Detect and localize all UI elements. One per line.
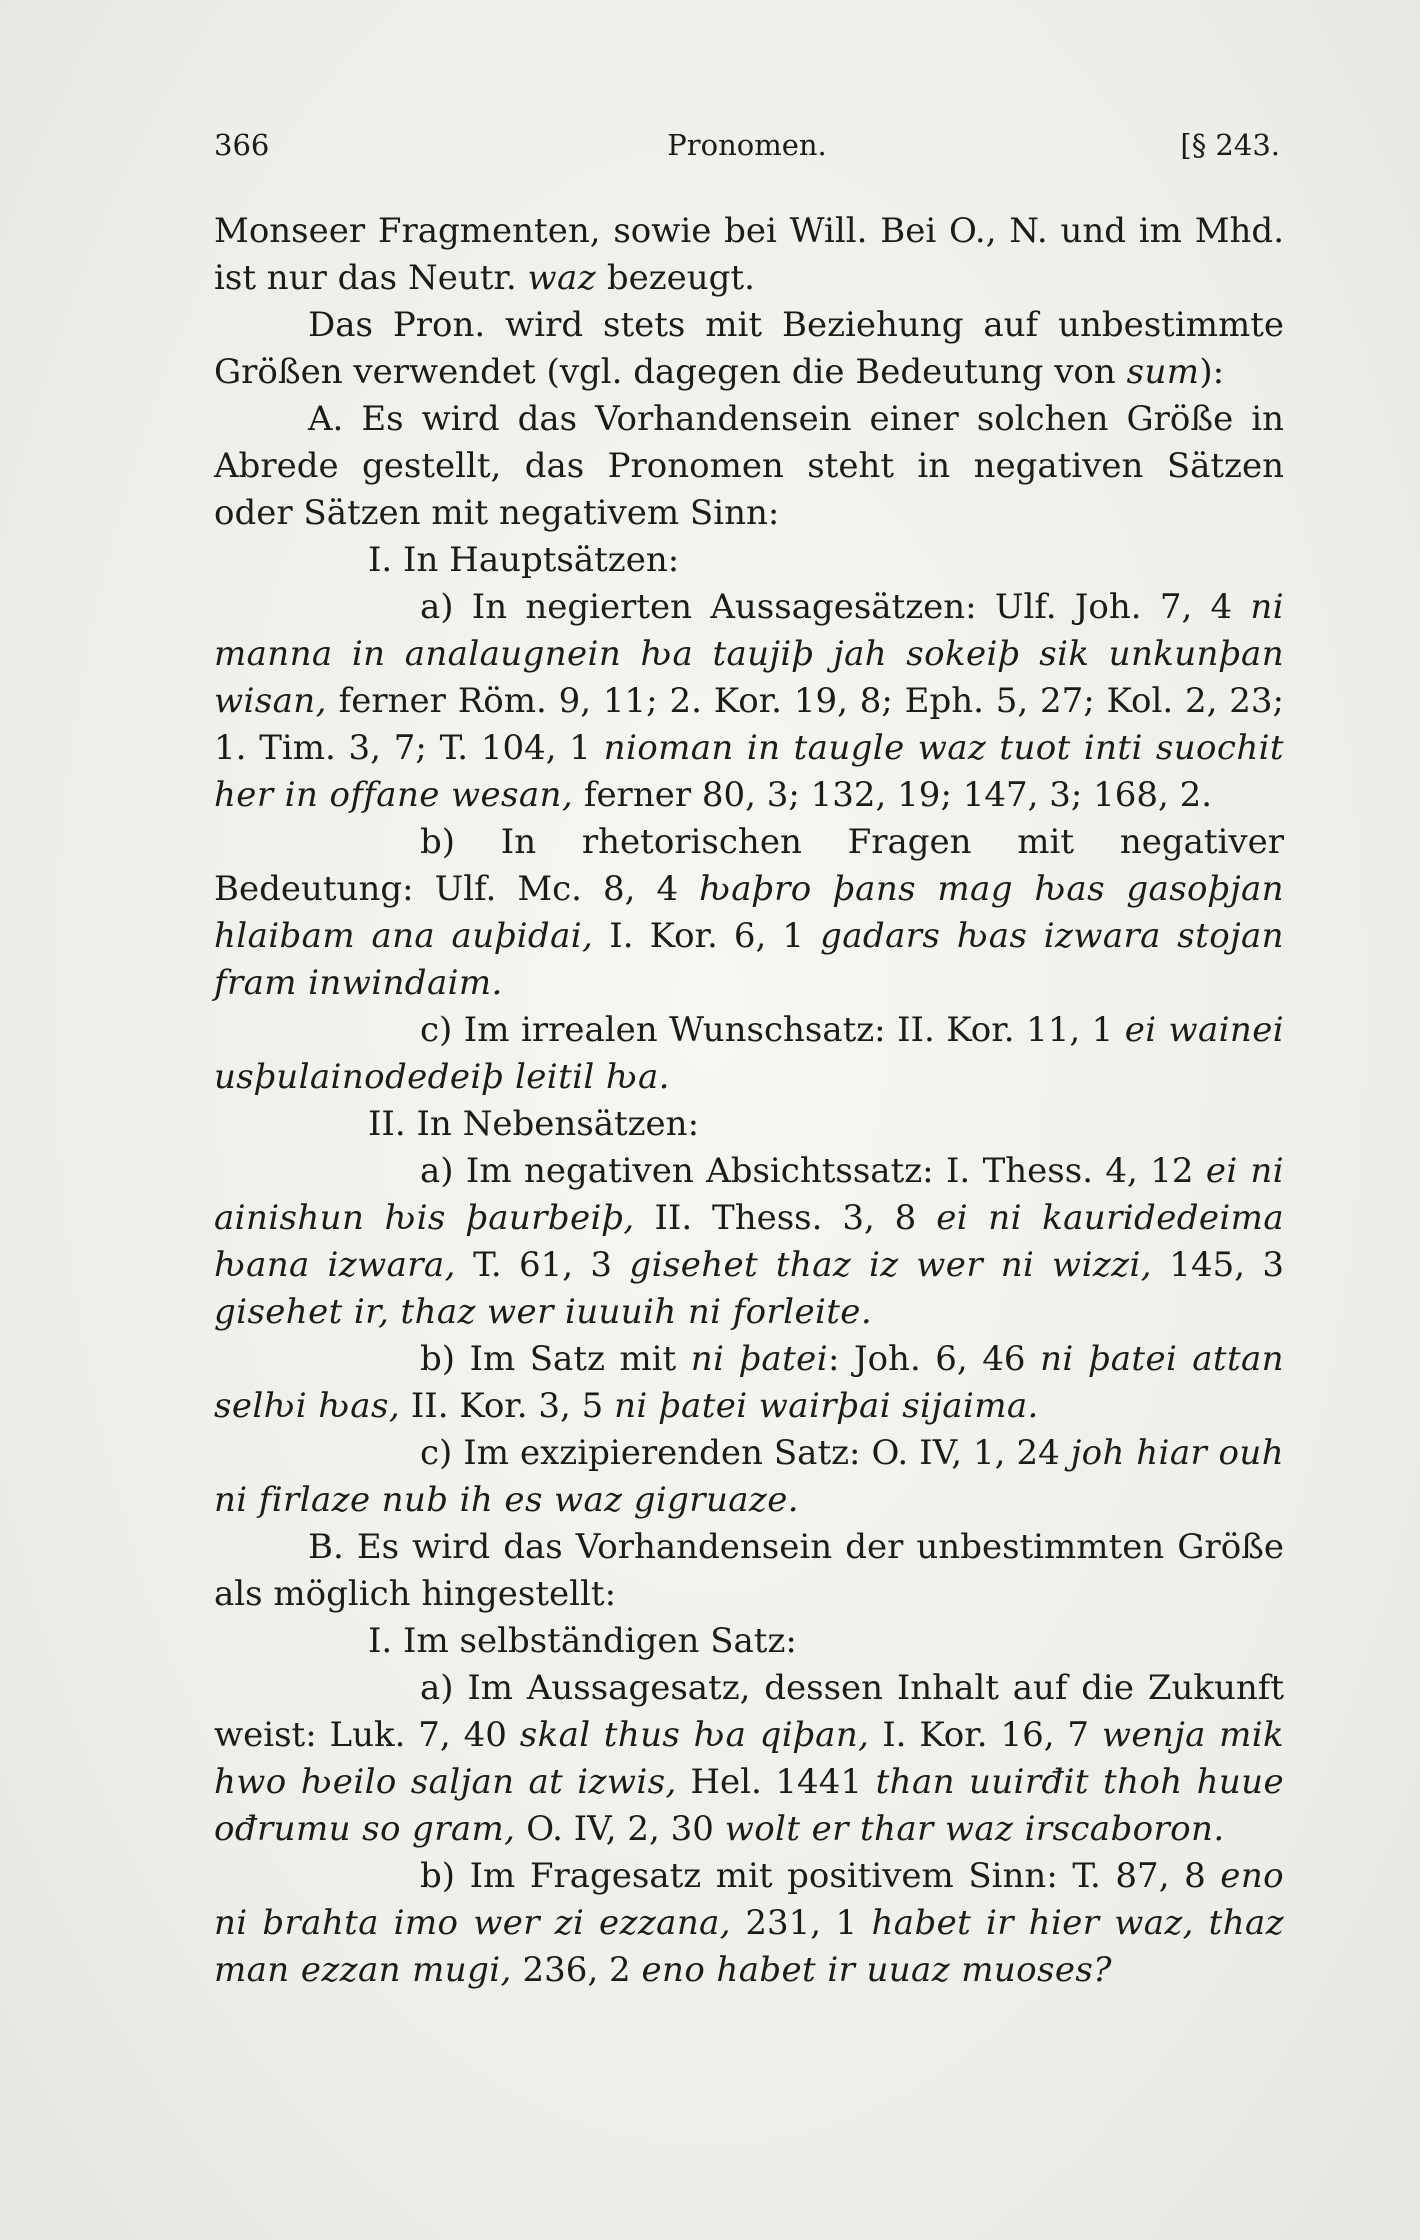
paragraph <box>214 396 1284 537</box>
text-segment: II. Thess. 3, 8 <box>634 1198 937 1238</box>
text-segment: c) Im exzipierenden Satz: O. IV, 1, 24 <box>420 1433 1071 1473</box>
quoted-text: ni manna in analaugnein ƕa taujiþ jah sokeiþ sik unkunþan wisan, <box>214 587 1284 721</box>
text-segment: c) Im irrealen Wunschsatz: II. Kor. 11, 1 <box>420 1010 1125 1050</box>
paragraph <box>214 1665 1284 1853</box>
quoted-text: wolt er thar waz irscaboron. <box>724 1809 1225 1849</box>
quoted-text: ƕaþro þans mag ƕas gasoþjan hlaibam ana auþidai, <box>214 869 1284 956</box>
text-segment: I. Im selbständigen Satz: <box>368 1621 797 1661</box>
body-text <box>214 208 1284 1994</box>
quoted-text: sum <box>1126 352 1200 392</box>
paragraph <box>214 819 1284 1007</box>
quoted-text: than uuirđit thoh huue ođrumu so gram, <box>214 1762 1284 1849</box>
text-segment: ferner 80, 3; 132, 19; 147, 3; 168, 2. <box>573 775 1213 815</box>
paragraph <box>214 1148 1284 1336</box>
paragraph <box>214 537 1284 584</box>
quoted-text: wenja mik hwo ƕeilo saljan at izwis, <box>214 1715 1285 1802</box>
text-segment: T. 61, 3 <box>455 1245 630 1285</box>
text-segment: I. Kor. 16, 7 <box>869 1715 1102 1755</box>
text-segment: ferner Röm. 9, 11; 2. Kor. 19, 8; Eph. 5, 27; Kol. 2, 23; 1. Tim. 3, 7; T. 104, 1 <box>214 681 1284 768</box>
text-segment: b) Im Fragesatz mit positivem Sinn: T. 87, 8 <box>420 1856 1221 1896</box>
text-segment: 145, 3 <box>1151 1245 1285 1285</box>
quoted-text: gisehet ir, thaz wer iuuuih ni forleite. <box>214 1292 873 1332</box>
quoted-text: eno ni brahta imo wer zi ezzana, <box>214 1856 1284 1943</box>
paragraph <box>214 208 1284 302</box>
text-segment: I. In Hauptsätzen: <box>368 540 680 580</box>
paragraph <box>214 1430 1284 1524</box>
text-segment: II. Kor. 3, 5 <box>400 1386 615 1426</box>
text-segment: Hel. 1441 <box>676 1762 876 1802</box>
quoted-text: eno habet ir uuaz muoses? <box>641 1950 1112 1990</box>
quoted-text: gadars ƕas izwara stojan fram inwindaim. <box>214 916 1284 1003</box>
text-segment: a) In negierten Aussagesätzen: Ulf. Joh. 7, 4 <box>420 587 1251 627</box>
quoted-text: habet ir hier waz, thaz man ezzan mugi, <box>214 1903 1285 1990</box>
quoted-text: gisehet thaz iz wer ni wizzi, <box>629 1245 1152 1285</box>
quoted-text: ni þatei wairþai sijaima. <box>614 1386 1039 1426</box>
quoted-text: ni þatei <box>690 1339 828 1379</box>
text-segment: B. Es wird das Vorhandensein der unbestimmten Größe als möglich hingestellt: <box>214 1527 1284 1614</box>
text-segment: O. IV, 2, 30 <box>515 1809 725 1849</box>
quoted-text: skal thus ƕa qiþan, <box>519 1715 870 1755</box>
text-segment: Monseer Fragmenten, sowie bei Will. Bei O., N. und im Mhd. ist nur das Neutr. <box>214 211 1284 298</box>
quoted-text: ei wainei usþulainodedeiþ leitil ƕa. <box>214 1010 1284 1097</box>
paragraph <box>214 302 1284 396</box>
text-segment: II. In Nebensätzen: <box>368 1104 700 1144</box>
text-segment: ): <box>1199 352 1225 392</box>
text-segment: 236, 2 <box>511 1950 642 1990</box>
quoted-text: ei ni kauridedeima ƕana izwara, <box>214 1198 1284 1285</box>
text-segment: : Joh. 6, 46 <box>827 1339 1041 1379</box>
quoted-text: joh hiar ouh ni firlaze nub ih es waz gigruaze. <box>214 1433 1285 1520</box>
running-header <box>214 128 1280 168</box>
text-segment: b) In rhetorischen Fragen mit negativer Bedeutung: Ulf. Mc. 8, 4 <box>214 822 1284 909</box>
text-segment: Das Pron. wird stets mit Beziehung auf unbestimmte Größen verwendet (vgl. dagegen die Bedeutung von <box>214 305 1284 392</box>
paragraph <box>214 584 1284 819</box>
text-segment: a) Im Aussagesatz, dessen Inhalt auf die Zukunft weist: Luk. 7, 40 <box>214 1668 1284 1755</box>
text-segment: 231, 1 <box>731 1903 872 1943</box>
text-segment: bezeugt. <box>596 258 755 298</box>
page-number: 366 <box>214 128 270 162</box>
quoted-text: ni þatei attan selƕi ƕas, <box>214 1339 1284 1426</box>
paragraph <box>214 1853 1284 1994</box>
quoted-text: waz <box>527 258 597 298</box>
paragraph <box>214 1618 1284 1665</box>
running-title: Pronomen. <box>667 128 827 162</box>
paragraph <box>214 1007 1284 1101</box>
quoted-text: nioman in taugle waz tuot inti suochit her in offane wesan, <box>214 728 1284 815</box>
paragraph <box>214 1101 1284 1148</box>
paragraph <box>214 1524 1284 1618</box>
text-segment: b) Im Satz mit <box>420 1339 691 1379</box>
quoted-text: ei ni ainishun ƕis þaurbeiþ, <box>214 1151 1284 1238</box>
paragraph <box>214 1336 1284 1430</box>
section-reference: [§ 243. <box>1180 128 1280 162</box>
text-segment: A. Es wird das Vorhandensein einer solchen Größe in Abrede gestellt, das Pronomen steht in negativen Sätzen oder Sätzen mit negativem Sinn: <box>214 399 1284 533</box>
text-segment: I. Kor. 6, 1 <box>593 916 821 956</box>
text-segment: a) Im negativen Absichtssatz: I. Thess. 4, 12 <box>420 1151 1206 1191</box>
